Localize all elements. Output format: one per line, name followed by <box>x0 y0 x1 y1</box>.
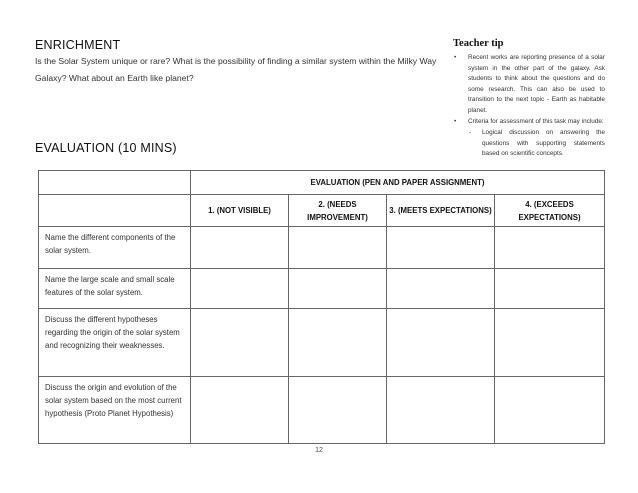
criterion-cell: Discuss the origin and evolution of the solar system based on the most current hypothesis (Proto Planet Hypothesis) <box>39 377 191 444</box>
rating-cell <box>191 377 289 444</box>
page-number: 12 <box>315 447 323 454</box>
column-header: 3. (MEETS EXPECTATIONS) <box>387 195 495 227</box>
empty-header-cell <box>39 195 191 227</box>
column-header: 2. (NEEDS IMPROVEMENT) <box>289 195 387 227</box>
rating-cell <box>289 227 387 269</box>
criterion-cell: Name the different components of the solar system. <box>39 227 191 269</box>
teacher-tip-list <box>453 53 605 160</box>
teacher-tip-subitem <box>468 128 605 160</box>
rating-cell <box>191 309 289 377</box>
rating-cell <box>387 309 495 377</box>
dash-icon: - <box>469 129 472 136</box>
table-title-row <box>39 171 605 195</box>
rating-cell <box>495 309 605 377</box>
evaluation-heading: EVALUATION (10 MINS) <box>35 141 177 155</box>
teacher-tip-box <box>453 38 605 160</box>
teacher-tip-item <box>453 53 605 116</box>
criterion-cell: Discuss the different hypotheses regarding the origin of the solar system and recognizing their weaknesses. <box>39 309 191 377</box>
rating-cell <box>191 227 289 269</box>
rating-cell <box>289 309 387 377</box>
table-row <box>39 309 605 377</box>
evaluation-rubric-table <box>38 170 605 444</box>
table-title: EVALUATION (PEN AND PAPER ASSIGNMENT) <box>191 171 605 195</box>
table-row <box>39 269 605 309</box>
teacher-tip-text: Recent works are reporting presence of a solar system in the other part of the galaxy. Ask students to think about the questions and do some research. This can also be used to transition to the next topic - Earth as habitable planet. <box>468 54 605 114</box>
teacher-tip-text: Criteria for assessment of this task may include: <box>468 117 604 125</box>
empty-corner-cell <box>39 171 191 195</box>
teacher-tip-subitem-text: Logical discussion on answering the questions with supporting statements based on scientific concepts. <box>482 129 605 157</box>
table-header-row <box>39 195 605 227</box>
rating-cell <box>289 269 387 309</box>
enrichment-question: Is the Solar System unique or rare? What is the possibility of finding a similar system within the Milky Way Galaxy? What about an Earth like planet? <box>35 56 437 83</box>
table-row <box>39 377 605 444</box>
column-header: 1. (NOT VISIBLE) <box>191 195 289 227</box>
enrichment-heading: ENRICHMENT <box>35 38 121 52</box>
rating-cell <box>387 377 495 444</box>
rating-cell <box>191 269 289 309</box>
rating-cell <box>495 269 605 309</box>
rating-cell <box>495 227 605 269</box>
rating-cell <box>495 377 605 444</box>
bullet-icon: • <box>454 117 457 125</box>
rating-cell <box>387 269 495 309</box>
teacher-tip-item <box>453 117 605 160</box>
bullet-icon: • <box>454 54 457 61</box>
column-header: 4. (EXCEEDS EXPECTATIONS) <box>495 195 605 227</box>
table-row <box>39 227 605 269</box>
rating-cell <box>387 227 495 269</box>
rating-cell <box>289 377 387 444</box>
teacher-tip-title: Teacher tip <box>453 38 504 49</box>
criterion-cell: Name the large scale and small scale features of the solar system. <box>39 269 191 309</box>
